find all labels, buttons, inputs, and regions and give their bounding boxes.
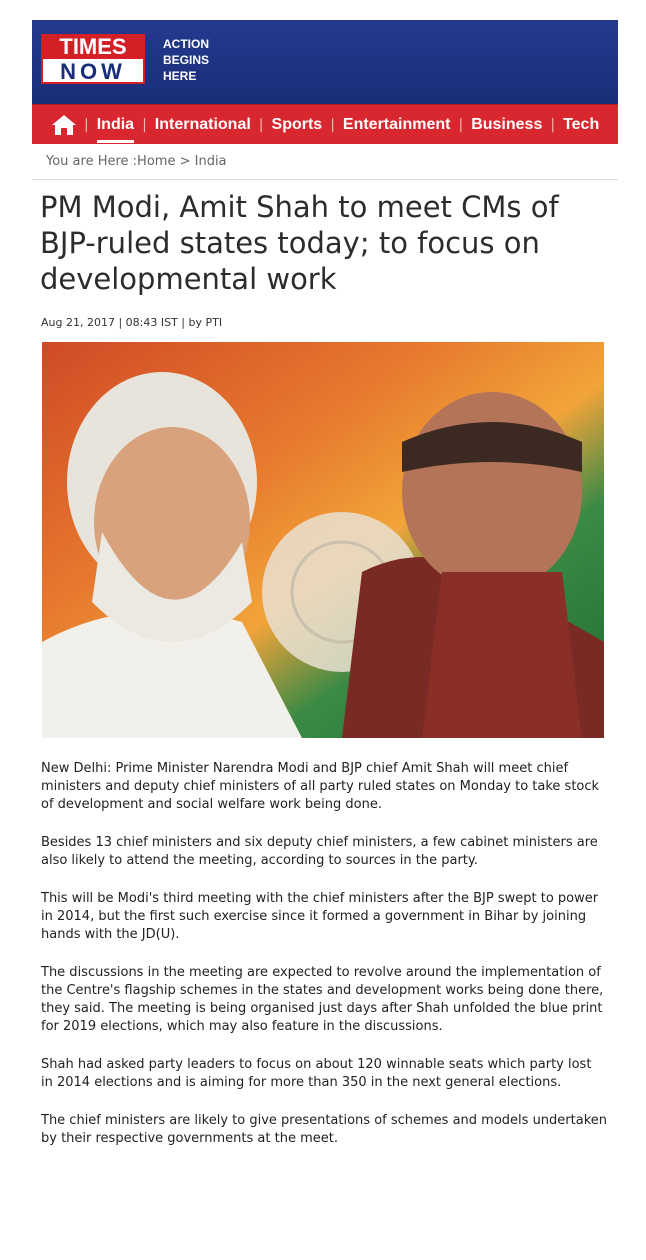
- article-paragraph: New Delhi: Prime Minister Narendra Modi and BJP chief Amit Shah will meet chief ministers and deputy chief ministers of all party ruled states on Monday to take stock of development and social welfare work being done.: [41, 761, 600, 812]
- nav-separator: |: [84, 117, 89, 133]
- article-photo: [42, 342, 604, 738]
- tagline-line: BEGINS: [163, 53, 210, 67]
- article-paragraph: The chief ministers are likely to give presentations of schemes and models undertaken by their respective governments at the meet.: [41, 1113, 608, 1146]
- nav-separator: |: [330, 117, 335, 133]
- nav-item-international[interactable]: International: [154, 116, 251, 133]
- nav-item-business[interactable]: Business: [471, 116, 543, 133]
- home-icon[interactable]: [50, 113, 78, 137]
- logo-text-now: NOW: [41, 59, 145, 84]
- tagline: [163, 36, 233, 84]
- nav-item-sports[interactable]: Sports: [271, 116, 323, 133]
- article-paragraph: Shah had asked party leaders to focus on about 120 winnable seats which party lost in 2014 elections and is aiming for more than 350 in the next general elections.: [41, 1057, 592, 1090]
- breadcrumb-home-link[interactable]: Home: [137, 154, 176, 169]
- nav-separator: |: [142, 117, 147, 133]
- times-now-logo[interactable]: [41, 34, 147, 84]
- breadcrumb-prefix: You are Here :: [46, 154, 138, 169]
- logo-text-times: TIMES: [41, 34, 145, 59]
- breadcrumb: [32, 148, 618, 180]
- nav-separator: |: [458, 117, 464, 133]
- article-title: PM Modi, Amit Shah to meet CMs of BJP-ruled states today; to focus on developmental work: [40, 190, 559, 296]
- site-header: [32, 20, 618, 104]
- article-body: [41, 760, 607, 1168]
- article-paragraph: This will be Modi's third meeting with the chief ministers after the BJP swept to power in 2014, but the first such exercise since it formed a government in Bihar by joining hands with the JD(U).: [41, 891, 599, 942]
- tagline-line: HERE: [163, 69, 197, 83]
- nav-item-tech[interactable]: Tech: [563, 116, 600, 133]
- nav-separator: |: [550, 117, 556, 133]
- nav-item-entertainment[interactable]: Entertainment: [342, 116, 451, 133]
- nav-item-india[interactable]: India: [89, 105, 142, 144]
- article-paragraph: Besides 13 chief ministers and six deputy chief ministers, a few cabinet ministers are also likely to attend the meeting, according to sources in the party.: [41, 835, 598, 868]
- article-paragraph: The discussions in the meeting are expected to revolve around the implementation of the Centre's flagship schemes in the states and development works being done there, they said. The meeting is being organised just days after Shah unfolded the blue print for 2019 elections, which may also feature in the discussions.: [41, 965, 604, 1034]
- tagline-line: ACTION: [163, 37, 209, 51]
- main-nav: [32, 104, 618, 144]
- breadcrumb-separator: >: [179, 154, 191, 169]
- article-meta: Aug 21, 2017 | 08:43 IST | by PTI: [41, 316, 223, 329]
- nav-separator: |: [258, 117, 264, 133]
- breadcrumb-india-link[interactable]: India: [194, 154, 227, 169]
